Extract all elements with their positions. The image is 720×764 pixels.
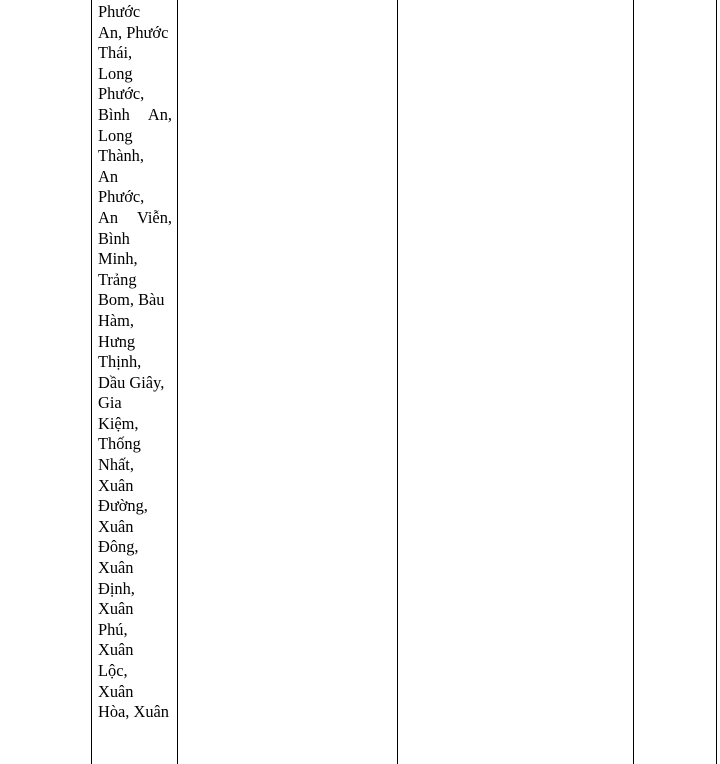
table-border-4 (633, 0, 634, 764)
place-line: Đường, (98, 496, 148, 516)
place-line: Gia (98, 393, 122, 413)
place-line: Thái, (98, 43, 133, 63)
place-line: Xuân (98, 475, 134, 495)
place-line: Lộc, (98, 661, 128, 680)
place-line: Phước, (98, 187, 145, 207)
place-line: Nhất, (98, 455, 134, 475)
place-line: Xuân (98, 558, 134, 578)
place-line: Xuân (98, 640, 134, 660)
table-border-5 (716, 0, 717, 764)
place-line: Trảng (98, 269, 137, 289)
place-line: Bom, Bàu (98, 290, 165, 310)
place-line: Bình An, (98, 104, 172, 124)
place-line: Phước (98, 2, 141, 21)
place-line: An Viễn, (98, 207, 172, 227)
table-border-2 (177, 0, 178, 764)
place-line: An (98, 166, 119, 186)
place-line: Phú, (98, 619, 128, 639)
place-line: Hưng (98, 331, 136, 351)
place-line: Xuân (98, 599, 134, 619)
place-line: Xuân (98, 516, 134, 536)
place-line: Thống (98, 434, 141, 454)
table-border-3 (397, 0, 398, 764)
place-line: Minh, (98, 249, 138, 269)
place-list-cell (98, 2, 172, 723)
place-line: Long (98, 63, 133, 83)
place-line: Kiệm, (98, 413, 139, 433)
place-line: Bình (98, 228, 130, 248)
place-line: Đông, (98, 537, 139, 557)
place-line: Định, (98, 578, 135, 598)
place-line: Xuân (98, 681, 134, 701)
place-line: Long (98, 125, 133, 145)
table-border-1 (91, 0, 92, 764)
place-line: Hòa, Xuân (98, 702, 170, 722)
place-line: Thịnh, (98, 352, 142, 372)
place-line: Dầu Giây, (98, 372, 165, 392)
place-line: Phước, (98, 84, 145, 104)
place-line: Hàm, (98, 310, 134, 330)
place-line: Thành, (98, 146, 144, 166)
place-line: An, Phước (98, 22, 169, 42)
